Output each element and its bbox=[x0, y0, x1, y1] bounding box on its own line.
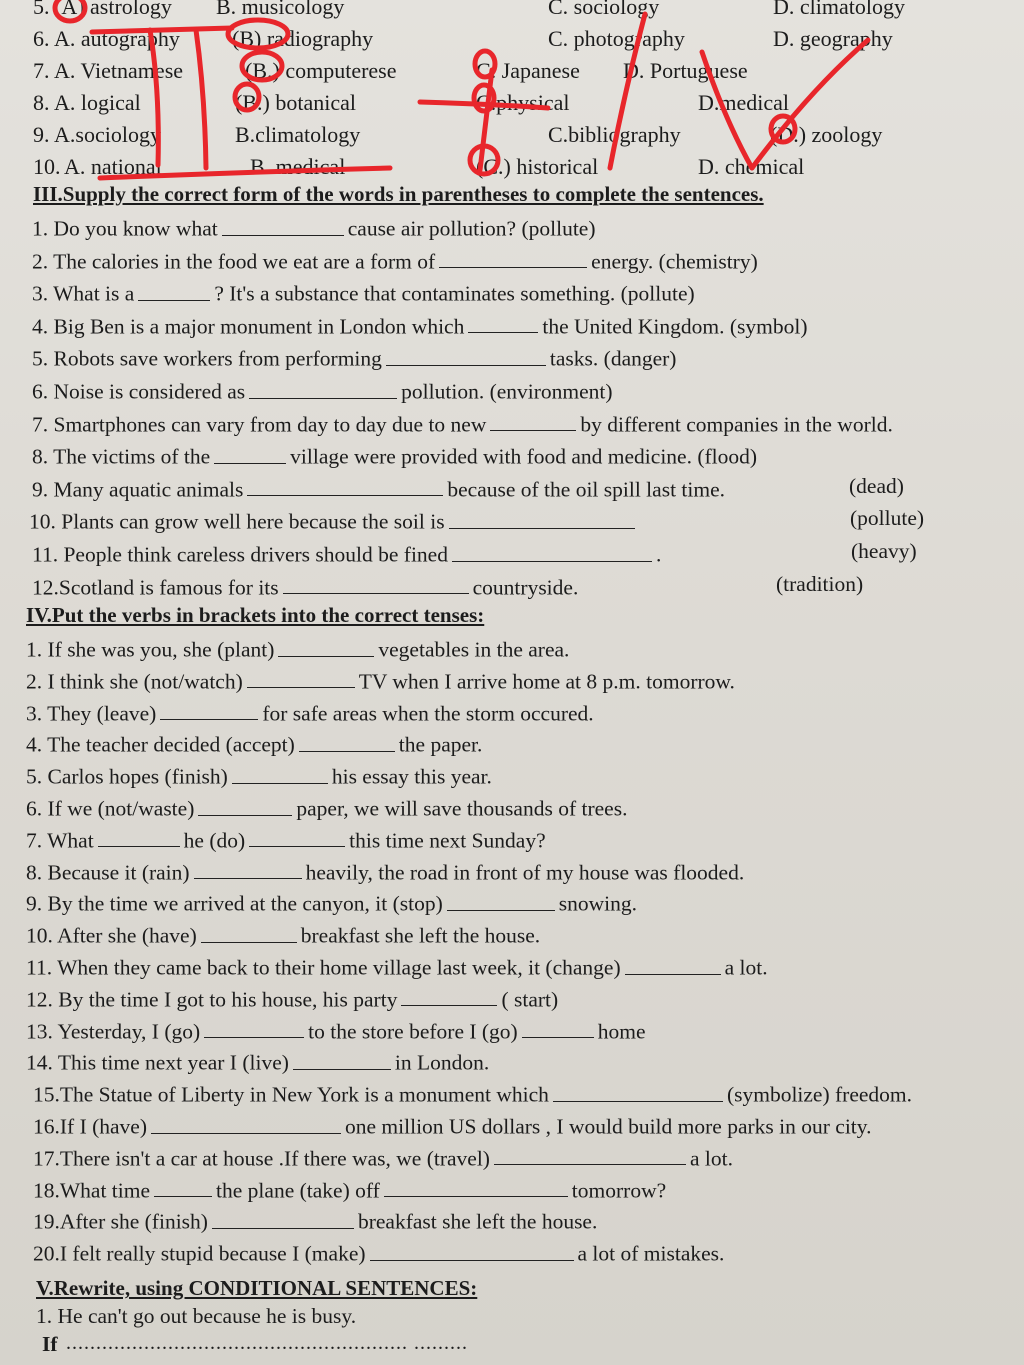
item-text: 8. The victims of the bbox=[32, 444, 211, 469]
answer-blank[interactable] bbox=[283, 572, 469, 595]
word-hint: (tradition) bbox=[776, 571, 864, 596]
mc-option-d[interactable]: D. chemical bbox=[698, 154, 805, 179]
item-text: 9. By the time we arrived at the canyon, it (stop) bbox=[26, 891, 443, 916]
item-text: breakfast she left the house. bbox=[357, 1209, 598, 1234]
answer-blank[interactable] bbox=[447, 888, 555, 911]
item-text: paper, we will save thousands of trees. bbox=[296, 796, 628, 821]
exercise4-item bbox=[33, 1143, 733, 1172]
item-text: 9. Many aquatic animals bbox=[32, 477, 244, 502]
mc-option-b[interactable]: (B.) computerese bbox=[245, 58, 397, 83]
answer-blank[interactable] bbox=[222, 213, 344, 236]
item-text: one million US dollars , I would build more parks in our city. bbox=[345, 1114, 872, 1139]
mc-option-d[interactable]: D.medical bbox=[698, 90, 790, 115]
item-text: village were provided with food and medicine. (flood) bbox=[290, 444, 758, 469]
exercise3-item bbox=[32, 441, 757, 470]
answer-blank[interactable] bbox=[452, 539, 652, 562]
item-text: home bbox=[597, 1019, 646, 1044]
mc-number: 5. bbox=[33, 0, 50, 19]
item-text: heavily, the road in front of my house was flooded. bbox=[305, 860, 745, 885]
exercise4-item bbox=[26, 634, 569, 663]
exercise4-item bbox=[33, 1111, 872, 1140]
answer-blank[interactable] bbox=[449, 506, 635, 529]
item-text: his essay this year. bbox=[331, 764, 492, 789]
answer-blank[interactable] bbox=[204, 1016, 304, 1039]
item-text: snowing. bbox=[558, 891, 637, 916]
answer-blank[interactable] bbox=[232, 761, 328, 784]
item-text: 12.Scotland is famous for its bbox=[32, 575, 279, 600]
mc-option-a[interactable]: A. national bbox=[64, 154, 162, 179]
item-text: 20.I felt really stupid because I (make) bbox=[33, 1241, 366, 1266]
item-text: vegetables in the area. bbox=[378, 637, 570, 662]
mc-row bbox=[0, 90, 1024, 122]
mc-option-a[interactable]: A. logical bbox=[54, 90, 141, 115]
exercise3-item bbox=[32, 246, 758, 275]
answer-blank[interactable] bbox=[494, 1143, 686, 1166]
item-text: 14. This time next year I (live) bbox=[26, 1050, 289, 1075]
answer-dotted-line[interactable]: ......................................................... ......... bbox=[66, 1332, 468, 1354]
item-text: 3. They (leave) bbox=[26, 701, 157, 726]
item-text: 16.If I (have) bbox=[33, 1114, 148, 1139]
mc-number: 7. bbox=[33, 58, 50, 83]
item-text: 6. Noise is considered as bbox=[32, 379, 246, 404]
exercise4-item bbox=[26, 761, 492, 790]
item-text: (symbolize) freedom. bbox=[726, 1082, 913, 1107]
exercise4-item bbox=[33, 1079, 912, 1108]
mc-row bbox=[0, 58, 1024, 90]
answer-blank[interactable] bbox=[247, 474, 443, 497]
mc-number: 6. bbox=[33, 26, 50, 51]
mc-option-c[interactable]: C. sociology bbox=[548, 0, 660, 19]
item-text: the United Kingdom. (symbol) bbox=[542, 314, 808, 339]
answer-blank[interactable] bbox=[249, 376, 397, 399]
mc-option-a[interactable]: A. autography bbox=[54, 26, 180, 51]
item-text: 6. If we (not/waste) bbox=[26, 796, 195, 821]
item-text: 7. What bbox=[26, 828, 94, 853]
exercise4-item bbox=[26, 729, 482, 758]
answer-blank[interactable] bbox=[553, 1079, 723, 1102]
item-text: 10. Plants can grow well here because the soil is bbox=[29, 509, 445, 534]
mc-row bbox=[0, 0, 1024, 26]
item-text: pollution. (environment) bbox=[401, 379, 613, 404]
item-text: 11. People think careless drivers should be fined bbox=[32, 542, 448, 567]
exercise4-item bbox=[26, 666, 735, 695]
item-text: 3. What is a bbox=[32, 281, 135, 306]
mc-option-b[interactable]: B.climatology bbox=[235, 122, 361, 147]
answer-blank[interactable] bbox=[439, 246, 587, 269]
answer-blank[interactable] bbox=[198, 793, 292, 816]
item-text: this time next Sunday? bbox=[349, 828, 546, 853]
exercise4-item bbox=[33, 1206, 597, 1235]
word-hint: (pollute) bbox=[850, 506, 925, 531]
item-text: 12. By the time I got to his house, his party bbox=[26, 987, 398, 1012]
exercise3-item bbox=[32, 572, 578, 601]
exercise3-item bbox=[32, 278, 695, 307]
item-text: cause air pollution? (pollute) bbox=[347, 216, 596, 241]
item-text: 4. Big Ben is a major monument in London which bbox=[32, 314, 465, 339]
item-text: 1. If she was you, she (plant) bbox=[26, 637, 275, 662]
item-text: because of the oil spill last time. bbox=[447, 477, 726, 502]
answer-blank[interactable] bbox=[522, 1016, 594, 1039]
mc-option-c[interactable]: C. Japanese bbox=[476, 58, 580, 83]
item-text: by different companies in the world. bbox=[580, 412, 893, 437]
answer-blank[interactable] bbox=[370, 1238, 574, 1261]
exercise4-item bbox=[26, 1047, 489, 1076]
answer-blank[interactable] bbox=[625, 952, 721, 975]
answer-blank[interactable] bbox=[299, 729, 395, 752]
answer-blank[interactable] bbox=[249, 825, 345, 848]
item-text: 1. Do you know what bbox=[32, 216, 218, 241]
answer-blank[interactable] bbox=[293, 1047, 391, 1070]
item-text: 4. The teacher decided (accept) bbox=[26, 732, 295, 757]
section4-heading: IV.Put the verbs in brackets into the correct tenses: bbox=[26, 603, 485, 627]
item-text: the plane (take) off bbox=[216, 1178, 380, 1203]
section5-heading: V.Rewrite, using CONDITIONAL SENTENCES: bbox=[36, 1276, 478, 1300]
mc-option-a[interactable]: A.sociology bbox=[54, 122, 161, 147]
exercise4-item bbox=[26, 698, 594, 727]
item-text: a lot of mistakes. bbox=[577, 1241, 725, 1266]
item-text: energy. (chemistry) bbox=[591, 249, 758, 274]
section3-heading: III.Supply the correct form of the words in parentheses to complete the sentences. bbox=[33, 182, 764, 206]
answer-blank[interactable] bbox=[278, 634, 374, 657]
mc-number: 9. bbox=[33, 122, 50, 147]
item-text: breakfast she left the house. bbox=[300, 923, 541, 948]
item-text: 2. The calories in the food we eat are a form of bbox=[32, 249, 436, 274]
mc-option-c[interactable]: C. photography bbox=[548, 26, 685, 51]
mc-number: 8. bbox=[33, 90, 50, 115]
item-text: 5. Carlos hopes (finish) bbox=[26, 764, 228, 789]
item-text: 8. Because it (rain) bbox=[26, 860, 190, 885]
item-text: . bbox=[655, 542, 662, 567]
exercise4-item bbox=[33, 1175, 666, 1204]
mc-option-d[interactable]: (D.) zoology bbox=[770, 122, 883, 147]
answer-blank[interactable] bbox=[194, 857, 302, 880]
exercise3-item bbox=[32, 376, 613, 405]
answer-blank[interactable] bbox=[468, 311, 538, 334]
answer-blank[interactable] bbox=[201, 920, 297, 943]
mc-row bbox=[0, 26, 1024, 58]
exercise3-item bbox=[32, 213, 596, 242]
item-text: ( start) bbox=[501, 987, 559, 1012]
exercise3-item bbox=[32, 343, 676, 372]
exercise4-item bbox=[26, 825, 546, 854]
item-text: a lot. bbox=[724, 955, 768, 980]
mc-option-c[interactable]: (C.) historical bbox=[476, 154, 599, 179]
exercise4-item bbox=[26, 920, 540, 949]
answer-blank[interactable] bbox=[212, 1206, 354, 1229]
mc-option-d[interactable]: D. Portuguese bbox=[623, 58, 748, 83]
mc-option-a[interactable]: (A) astrology bbox=[54, 0, 172, 19]
item-text: 15.The Statue of Liberty in New York is a monument which bbox=[33, 1082, 549, 1107]
item-text: tomorrow? bbox=[571, 1178, 667, 1203]
if-label: If bbox=[42, 1332, 58, 1356]
item-text: 11. When they came back to their home village last week, it (change) bbox=[26, 955, 621, 980]
item-text: 7. Smartphones can vary from day to day due to new bbox=[32, 412, 487, 437]
item-text: 10. After she (have) bbox=[26, 923, 197, 948]
mc-option-b[interactable]: B. medical bbox=[250, 154, 346, 179]
mc-option-b[interactable]: (B.) botanical bbox=[235, 90, 356, 115]
mc-row bbox=[0, 122, 1024, 154]
answer-blank[interactable] bbox=[384, 1175, 568, 1198]
answer-blank[interactable] bbox=[214, 441, 286, 464]
mc-option-a[interactable]: A. Vietnamese bbox=[54, 58, 184, 83]
item-text: he (do) bbox=[183, 828, 246, 853]
answer-blank[interactable] bbox=[401, 984, 497, 1007]
answer-blank[interactable] bbox=[154, 1175, 212, 1198]
exercise3-item bbox=[32, 539, 661, 568]
exercise3-item bbox=[32, 311, 807, 340]
item-text: 13. Yesterday, I (go) bbox=[26, 1019, 201, 1044]
answer-blank[interactable] bbox=[151, 1111, 341, 1134]
mc-number: 10. bbox=[33, 154, 61, 179]
item-text: a lot. bbox=[689, 1146, 733, 1171]
item-text: 5. Robots save workers from performing bbox=[32, 346, 382, 371]
item-text: 18.What time bbox=[33, 1178, 151, 1203]
item-text: tasks. (danger) bbox=[549, 346, 677, 371]
exercise4-item bbox=[26, 1016, 646, 1045]
mc-option-d[interactable]: D. geography bbox=[773, 26, 893, 51]
item-text: TV when I arrive home at 8 p.m. tomorrow. bbox=[358, 669, 735, 694]
mc-option-b[interactable]: (B) radiography bbox=[232, 26, 374, 51]
exercise4-item bbox=[26, 857, 744, 886]
exercise4-item bbox=[33, 1238, 724, 1267]
answer-blank[interactable] bbox=[160, 698, 258, 721]
item-text: the paper. bbox=[398, 732, 483, 757]
answer-blank[interactable] bbox=[247, 666, 355, 689]
item-text: countryside. bbox=[472, 575, 579, 600]
answer-blank[interactable] bbox=[138, 278, 210, 301]
word-hint: (heavy) bbox=[851, 539, 917, 563]
mc-option-d[interactable]: D. climatology bbox=[773, 0, 905, 19]
mc-option-c[interactable]: C.physical bbox=[476, 90, 570, 115]
answer-blank[interactable] bbox=[386, 343, 546, 366]
item-text: for safe areas when the storm occured. bbox=[262, 701, 594, 726]
item-text: to the store before I (go) bbox=[308, 1019, 518, 1044]
item-text: 2. I think she (not/watch) bbox=[26, 669, 243, 694]
answer-blank[interactable] bbox=[490, 409, 576, 432]
exercise4-item bbox=[26, 793, 627, 822]
item-text: in London. bbox=[394, 1050, 490, 1075]
exercise3-item bbox=[32, 474, 725, 503]
mc-option-c[interactable]: C.bibliography bbox=[548, 122, 681, 147]
exercise3-item bbox=[29, 506, 639, 535]
exercise4-item bbox=[26, 984, 558, 1013]
exercise4-item bbox=[26, 888, 637, 917]
exercise3-item bbox=[32, 409, 893, 438]
mc-option-b[interactable]: B. musicology bbox=[216, 0, 345, 19]
word-hint: (dead) bbox=[849, 473, 904, 498]
answer-blank[interactable] bbox=[98, 825, 180, 848]
section5-item-1: 1. He can't go out because he is busy. bbox=[36, 1304, 357, 1328]
exercise4-item bbox=[26, 952, 768, 981]
item-text: 17.There isn't a car at house .If there was, we (travel) bbox=[33, 1146, 490, 1171]
item-text: ? It's a substance that contaminates something. (pollute) bbox=[214, 281, 695, 306]
item-text: 19.After she (finish) bbox=[33, 1209, 208, 1234]
